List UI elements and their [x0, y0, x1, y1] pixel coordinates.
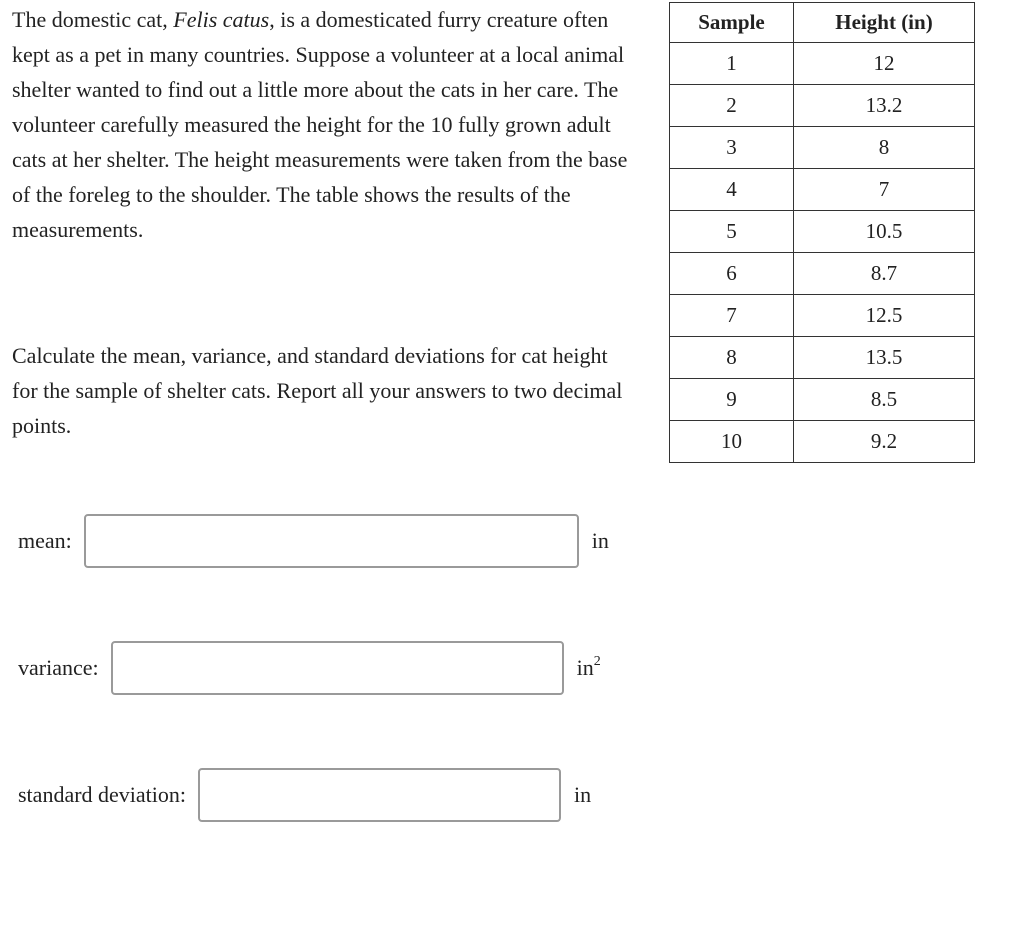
variance-unit-base: in — [576, 655, 594, 680]
sample-cell: 7 — [670, 295, 794, 337]
sample-cell: 6 — [670, 253, 794, 295]
mean-answer-row — [18, 514, 609, 568]
mean-input[interactable] — [84, 514, 579, 568]
variance-input[interactable] — [111, 641, 564, 695]
sample-cell: 3 — [670, 127, 794, 169]
sample-cell: 5 — [670, 211, 794, 253]
sample-cell: 2 — [670, 85, 794, 127]
sample-cell: 1 — [670, 43, 794, 85]
height-table — [669, 2, 975, 463]
table-row — [670, 43, 975, 85]
intro-text-start: The domestic cat, — [12, 7, 174, 32]
sd-unit: in — [574, 782, 592, 807]
variance-unit-exponent: 2 — [593, 654, 601, 669]
variance-label: variance: — [18, 655, 99, 680]
height-cell: 10.5 — [794, 211, 975, 253]
sd-label: standard deviation: — [18, 782, 187, 807]
header-height: Height (in) — [794, 3, 975, 43]
table-row — [670, 337, 975, 379]
table-header-row — [670, 3, 975, 43]
mean-unit: in — [591, 528, 609, 553]
sd-input[interactable] — [198, 768, 561, 822]
header-sample: Sample — [670, 3, 794, 43]
sample-cell: 10 — [670, 421, 794, 463]
sample-cell: 9 — [670, 379, 794, 421]
height-cell: 7 — [794, 169, 975, 211]
variance-answer-row — [18, 641, 601, 695]
instruction-paragraph: Calculate the mean, variance, and standard deviations for cat height for the sample of shelter cats. Report all your answers to two decimal points. — [12, 343, 623, 438]
intro-paragraph — [12, 2, 637, 247]
height-cell: 12.5 — [794, 295, 975, 337]
table-row — [670, 169, 975, 211]
mean-label: mean: — [18, 528, 72, 553]
height-cell: 13.5 — [794, 337, 975, 379]
table-row — [670, 295, 975, 337]
height-cell: 8.7 — [794, 253, 975, 295]
sd-answer-row — [18, 768, 591, 822]
variance-unit — [577, 655, 601, 681]
sample-cell: 4 — [670, 169, 794, 211]
table-row — [670, 127, 975, 169]
height-cell: 13.2 — [794, 85, 975, 127]
intro-species-name: Felis catus — [173, 7, 270, 32]
intro-text-rest: , is a domesticated furry creature often kept as a pet in many countries. Suppose a volunteer at a local animal shelter wanted to find out a little more about the cats in her care. The volunteer carefully measured the height for the 10 fully grown adult cats at her shelter. The height measurements were taken from the base of the foreleg to the shoulder. The table shows the results of the measurements. — [12, 7, 628, 242]
sample-cell: 8 — [670, 337, 794, 379]
table-row — [670, 211, 975, 253]
table-row — [670, 85, 975, 127]
height-cell: 12 — [794, 43, 975, 85]
height-cell: 9.2 — [794, 421, 975, 463]
table-row — [670, 379, 975, 421]
height-cell: 8 — [794, 127, 975, 169]
table-row — [670, 421, 975, 463]
height-cell: 8.5 — [794, 379, 975, 421]
table-row — [670, 253, 975, 295]
